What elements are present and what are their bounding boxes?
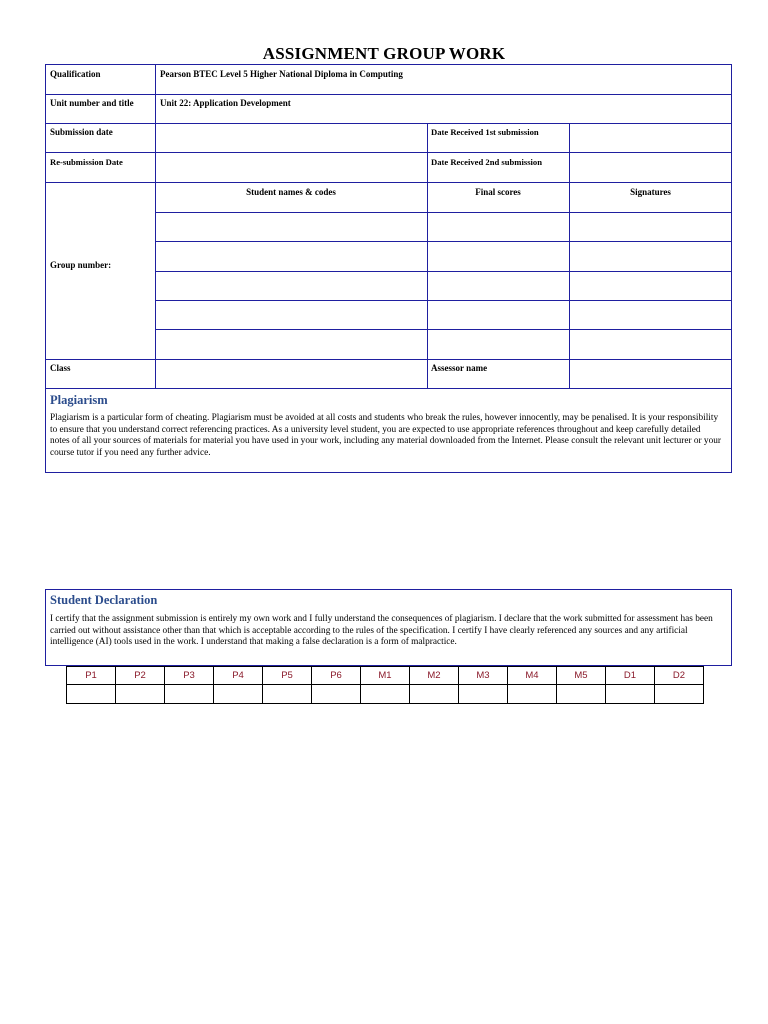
column-divider [427, 123, 428, 388]
date-received-1-field[interactable] [570, 124, 731, 152]
grade-header-cell: M5 [557, 667, 606, 685]
row-divider [155, 300, 732, 301]
grade-header-cell: P5 [263, 667, 312, 685]
grade-header-cell: D1 [606, 667, 655, 685]
qualification-label: Qualification [50, 69, 101, 79]
class-label: Class [50, 363, 71, 373]
unit-value: Unit 22: Application Development [160, 98, 291, 108]
date-received-1-label: Date Received 1st submission [431, 127, 539, 137]
document-title: ASSIGNMENT GROUP WORK [262, 44, 506, 63]
grade-entry-cell[interactable] [459, 685, 508, 704]
student-names-header: Student names & codes [246, 187, 336, 197]
grade-header-cell: P6 [312, 667, 361, 685]
submission-date-label: Submission date [50, 127, 113, 137]
unit-label: Unit number and title [50, 98, 134, 108]
row-divider [155, 212, 732, 213]
grade-entry-cell[interactable] [361, 685, 410, 704]
row-divider [155, 329, 732, 330]
grade-header-cell: D2 [655, 667, 704, 685]
submission-date-field[interactable] [156, 124, 426, 152]
row-divider [155, 271, 732, 272]
final-scores-header: Final scores [475, 187, 521, 197]
assessor-field[interactable] [570, 360, 731, 388]
grade-header-cell: P2 [116, 667, 165, 685]
plagiarism-text: Plagiarism is a particular form of cheating. Plagiarism must be avoided at all costs and students who break the rules, however innocently, may be penalised. It is your responsibility to ensure that you understand correct referencing practices. As a university level student, you are expected to use appropriate references throughout and keep carefully detailed notes of all your sources of materials for material you have used in your work, including any material downloaded from the Internet. Please consult the relevant unit lecturer or your course tutor if you need any further advice. [50, 413, 721, 458]
grade-header-cell: P3 [165, 667, 214, 685]
row-divider [45, 94, 732, 95]
assessor-label: Assessor name [431, 363, 488, 373]
grade-criteria-table [66, 666, 704, 704]
date-received-2-field[interactable] [570, 153, 731, 182]
qualification-value: Pearson BTEC Level 5 Higher National Diploma in Computing [160, 69, 403, 79]
grade-entry-cell[interactable] [557, 685, 606, 704]
grade-entry-cell[interactable] [410, 685, 459, 704]
grade-header-cell: M4 [508, 667, 557, 685]
grade-header-cell: M2 [410, 667, 459, 685]
resubmission-date-label: Re-submission Date [50, 157, 123, 167]
date-received-2-label: Date Received 2nd submission [431, 157, 543, 167]
grade-entry-cell[interactable] [606, 685, 655, 704]
grade-header-cell: P1 [67, 667, 116, 685]
column-divider [155, 64, 156, 388]
row-divider [45, 182, 732, 183]
grade-entry-cell[interactable] [67, 685, 116, 704]
grade-header-cell: M3 [459, 667, 508, 685]
declaration-heading: Student Declaration [50, 593, 158, 607]
class-field[interactable] [156, 360, 426, 388]
grade-header-cell: M1 [361, 667, 410, 685]
grade-entry-cell[interactable] [165, 685, 214, 704]
signatures-header: Signatures [630, 187, 671, 197]
group-number-label: Group number: [50, 260, 112, 270]
grade-header-row [67, 667, 704, 685]
declaration-text: I certify that the assignment submission is entirely my own work and I fully understand the consequences of plagiarism. I declare that the work submitted for assessment has been carried out without assistance other than that which is acceptable according to the rules of the specification. I certify I have clearly referenced any sources and any artificial intelligence (AI) tools used in the work. I understand that making a false declaration is a form of malpractice. [50, 614, 713, 648]
row-divider [45, 388, 732, 389]
row-divider [155, 241, 732, 242]
grade-entry-cell[interactable] [312, 685, 361, 704]
grade-entry-row [67, 685, 704, 704]
grade-entry-cell[interactable] [655, 685, 704, 704]
grade-entry-cell[interactable] [214, 685, 263, 704]
grade-entry-cell[interactable] [508, 685, 557, 704]
grade-entry-cell[interactable] [263, 685, 312, 704]
plagiarism-heading: Plagiarism [50, 393, 108, 407]
grade-header-cell: P4 [214, 667, 263, 685]
resubmission-date-field[interactable] [156, 153, 426, 182]
grade-entry-cell[interactable] [116, 685, 165, 704]
